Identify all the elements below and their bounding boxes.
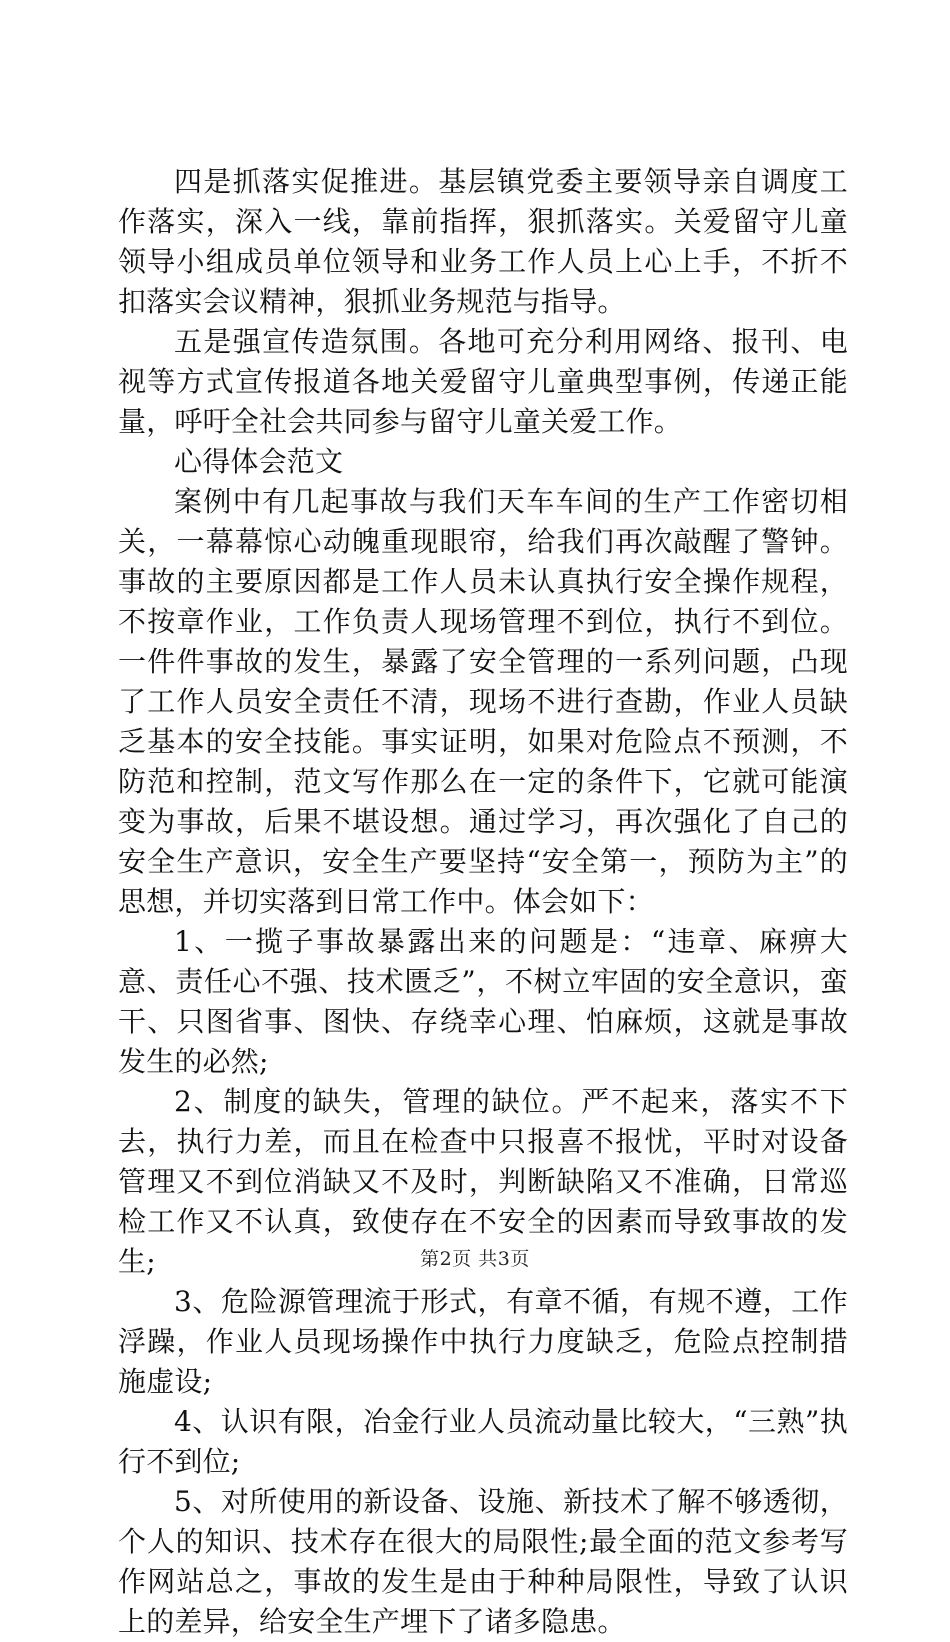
document-body	[118, 162, 848, 1642]
page-number: 第2页 共3页	[420, 1248, 530, 1270]
paragraph-measure-5: 五是强宣传造氛围。各地可充分利用网络、报刊、电视等方式宣传报道各地关爱留守儿童典型事例，传递正能量，呼吁全社会共同参与留守儿童关爱工作。	[118, 325, 848, 438]
paragraph-point-5: 5、对所使用的新设备、设施、新技术了解不够透彻，个人的知识、技术存在很大的局限性;最全面的范文参考写作网站总之，事故的发生是由于种种局限性，导致了认识上的差异，给安全生产埋下了诸多隐患。	[118, 1485, 848, 1638]
paragraph-measure-4: 四是抓落实促推进。基层镇党委主要领导亲自调度工作落实，深入一线，靠前指挥，狠抓落实。关爱留守儿童领导小组成员单位领导和业务工作人员上心上手，不折不扣落实会议精神，狠抓业务规范与指导。	[118, 165, 848, 318]
paragraph-case-intro: 案例中有几起事故与我们天车车间的生产工作密切相关，一幕幕惊心动魄重现眼帘，给我们再次敲醒了警钟。事故的主要原因都是工作人员未认真执行安全操作规程，不按章作业，工作负责人现场管理不到位，执行不到位。一件件事故的发生，暴露了安全管理的一系列问题，凸现了工作人员安全责任不清，现场不进行查勘，作业人员缺乏基本的安全技能。事实证明，如果对危险点不预测，不防范和控制，范文写作那么在一定的条件下，它就可能演变为事故，后果不堪设想。通过学习，再次强化了自己的安全生产意识，安全生产要坚持“安全第一，预防为主”的思想，并切实落到日常工作中。体会如下：	[118, 485, 848, 918]
section-heading: 心得体会范文	[174, 445, 344, 478]
paragraph-point-3: 3、危险源管理流于形式，有章不循，有规不遵，工作浮躁，作业人员现场操作中执行力度缺乏，危险点控制措施虚设;	[118, 1285, 848, 1398]
paragraph-point-1: 1、一揽子事故暴露出来的问题是：“违章、麻痹大意、责任心不强、技术匮乏”，不树立牢固的安全意识，蛮干、只图省事、图快、存绕幸心理、怕麻烦，这就是事故发生的必然;	[118, 925, 848, 1078]
paragraph-point-2: 2、制度的缺失，管理的缺位。严不起来，落实不下去，执行力差，而且在检查中只报喜不报忧，平时对设备管理又不到位消缺又不及时，判断缺陷又不准确，日常巡检工作又不认真，致使存在不安全的因素而导致事故的发生;	[118, 1085, 848, 1278]
paragraph-point-4: 4、认识有限，冶金行业人员流动量比较大，“三熟”执行不到位;	[118, 1405, 848, 1478]
